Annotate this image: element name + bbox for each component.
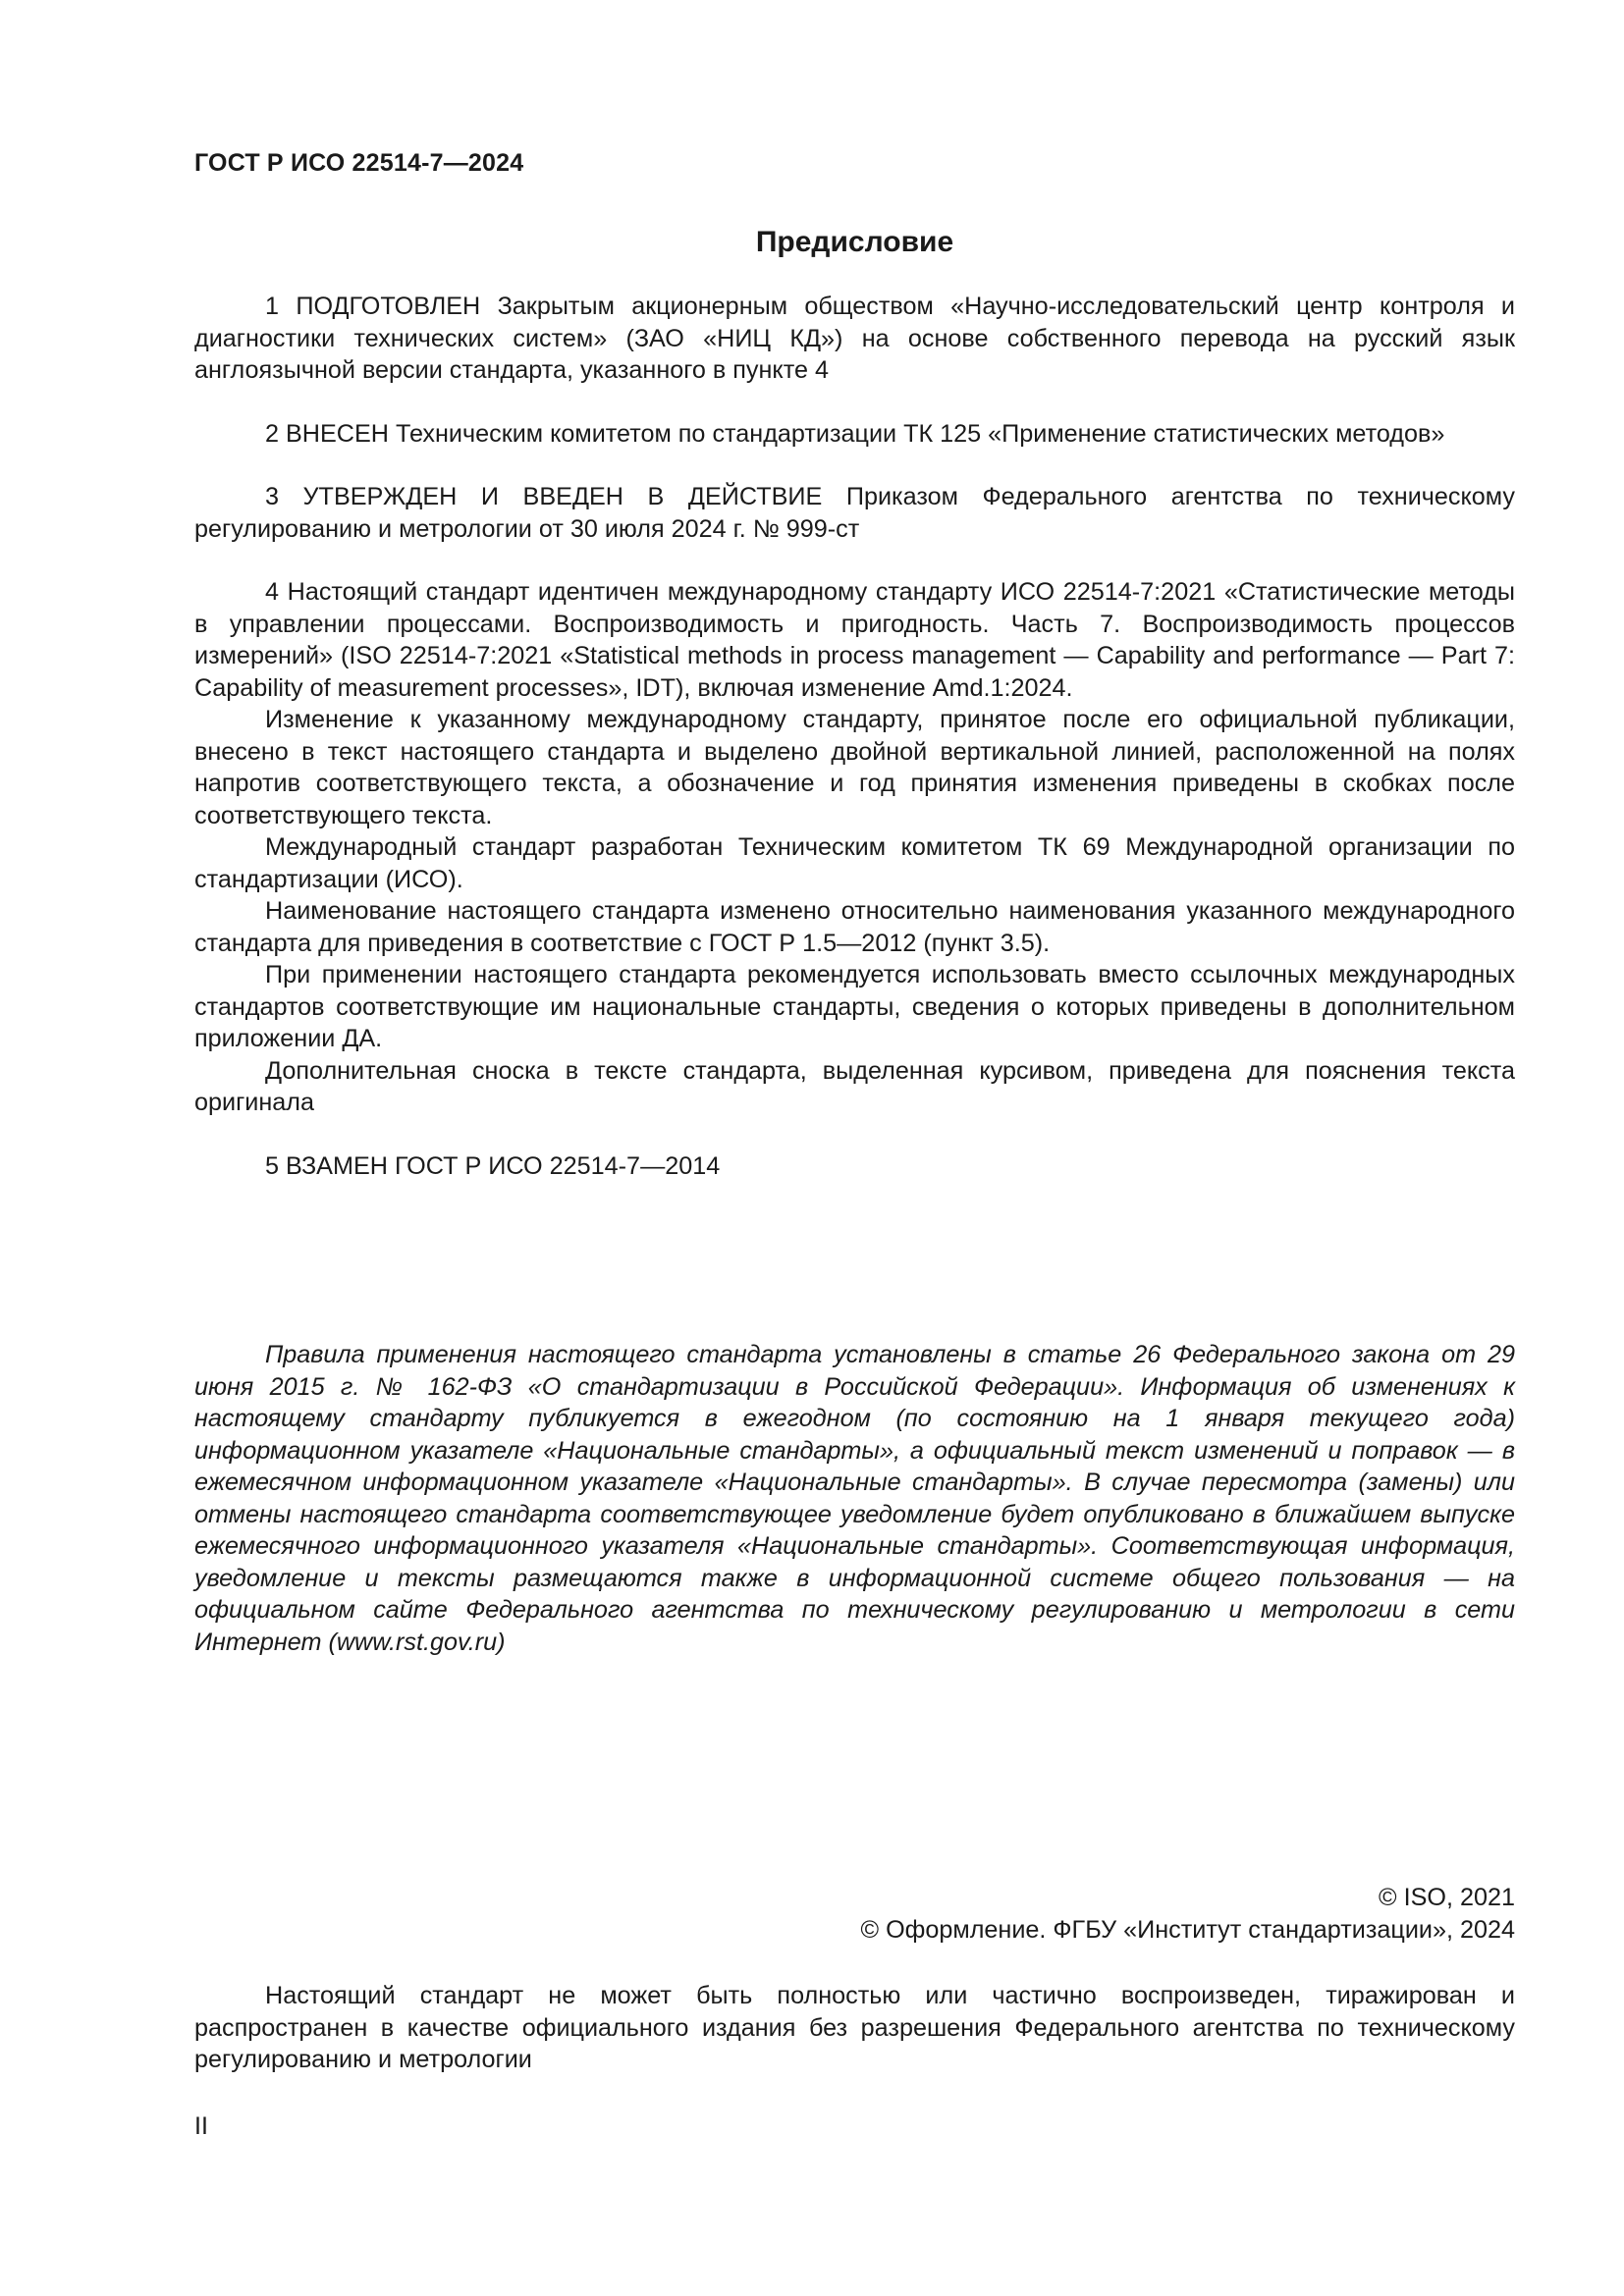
copyright-block xyxy=(861,1882,1515,1946)
preface-item-2: 2 ВНЕСЕН Техническим комитетом по стандартизации ТК 125 «Применение статистических методов» xyxy=(265,419,1445,448)
preface-item-4: 4 Настоящий стандарт идентичен международному стандарту ИСО 22514-7:2021 «Статистические методы в управлении процессами. Воспроизводимость и пригодность. Часть 7. Воспроизводимость процессов измерений» (ISO 22514-7:2021 «Statistical methods in process management — Capability and performance — Part 7: Capability of measurement processes», IDT), включая изменение Amd.1:2024. xyxy=(194,578,1515,702)
preface-item-5: 5 ВЗАМЕН ГОСТ Р ИСО 22514-7—2014 xyxy=(265,1151,721,1180)
rules-note xyxy=(194,1339,1515,1658)
preface-item-4-developer: Международный стандарт разработан Техническим комитетом ТК 69 Международной организации по стандартизации (ИСО). xyxy=(194,833,1515,893)
preface-body xyxy=(194,291,1515,1182)
reproduction-notice xyxy=(194,1980,1515,2076)
preface-item-1: 1 ПОДГОТОВЛЕН Закрытым акционерным обществом «Научно-исследовательский центр контроля и диагностики технических систем» (ЗАО «НИЦ КД») на основе собственного перевода на русский язык англоязычной версии стандарта, указанного в пункте 4 xyxy=(194,293,1515,384)
page-title: Предисловие xyxy=(755,226,954,258)
reproduction-notice-text: Настоящий стандарт не может быть полностью или частично воспроизведен, тиражирован и распространен в качестве официального издания без разрешения Федерального агентства по техническому регулированию и метрологии xyxy=(194,1982,1515,2073)
copyright-iso: © ISO, 2021 xyxy=(1379,1884,1515,1911)
preface-item-4-references: При применении настоящего стандарта рекомендуется использовать вместо ссылочных международных стандартов соответствующие им национальные стандарты, сведения о которых приведены в дополнительном приложении ДА. xyxy=(194,961,1515,1052)
preface-item-3: 3 УТВЕРЖДЕН И ВВЕДЕН В ДЕЙСТВИЕ Приказом Федерального агентства по техническому регулированию и метрологии от 30 июля 2024 г. № 999-ст xyxy=(194,483,1515,543)
preface-item-4-footnote: Дополнительная сноска в тексте стандарта, выделенная курсивом, приведена для пояснения текста оригинала xyxy=(194,1056,1515,1116)
preface-item-4-amendment: Изменение к указанному международному стандарту, принятое после его официальной публикации, внесено в текст настоящего стандарта и выделено двойной вертикальной линией, расположенной на полях напротив соответствующего текста, а обозначение и год принятия изменения приведены в скобках после соответствующего текста. xyxy=(194,706,1515,829)
document-code: ГОСТ Р ИСО 22514-7—2024 xyxy=(194,149,524,177)
preface-item-4-title-change: Наименование настоящего стандарта изменено относительно наименования указанного международного стандарта для приведения в соответствие с ГОСТ Р 1.5—2012 (пункт 3.5). xyxy=(194,897,1515,957)
rules-note-text: Правила применения настоящего стандарта установлены в статье 26 Федерального закона от 29 июня 2015 г. № 162-ФЗ «О стандартизации в Российской Федерации». Информация об изменениях к настоящему стандарту публикуется в ежегодном (по состоянию на 1 января текущего года) информационном указателе «Национальные стандарты», а официальный текст изменений и поправок — в ежемесячном информационном указателе «Национальные стандарты». В случае пересмотра (замены) или отмены настоящего стандарта соответствующее уведомление будет опубликовано в ближайшем выпуске ежемесячного информационного указателя «Национальные стандарты». Соответствующая информация, уведомление и тексты размещаются также в информационной системе общего пользования — на официальном сайте Федерального агентства по техническому регулированию и метрологии в сети Интернет (www.rst.gov.ru) xyxy=(194,1341,1515,1656)
page-number: II xyxy=(194,2112,208,2140)
copyright-design: © Оформление. ФГБУ «Институт стандартизации», 2024 xyxy=(860,1915,1515,1944)
